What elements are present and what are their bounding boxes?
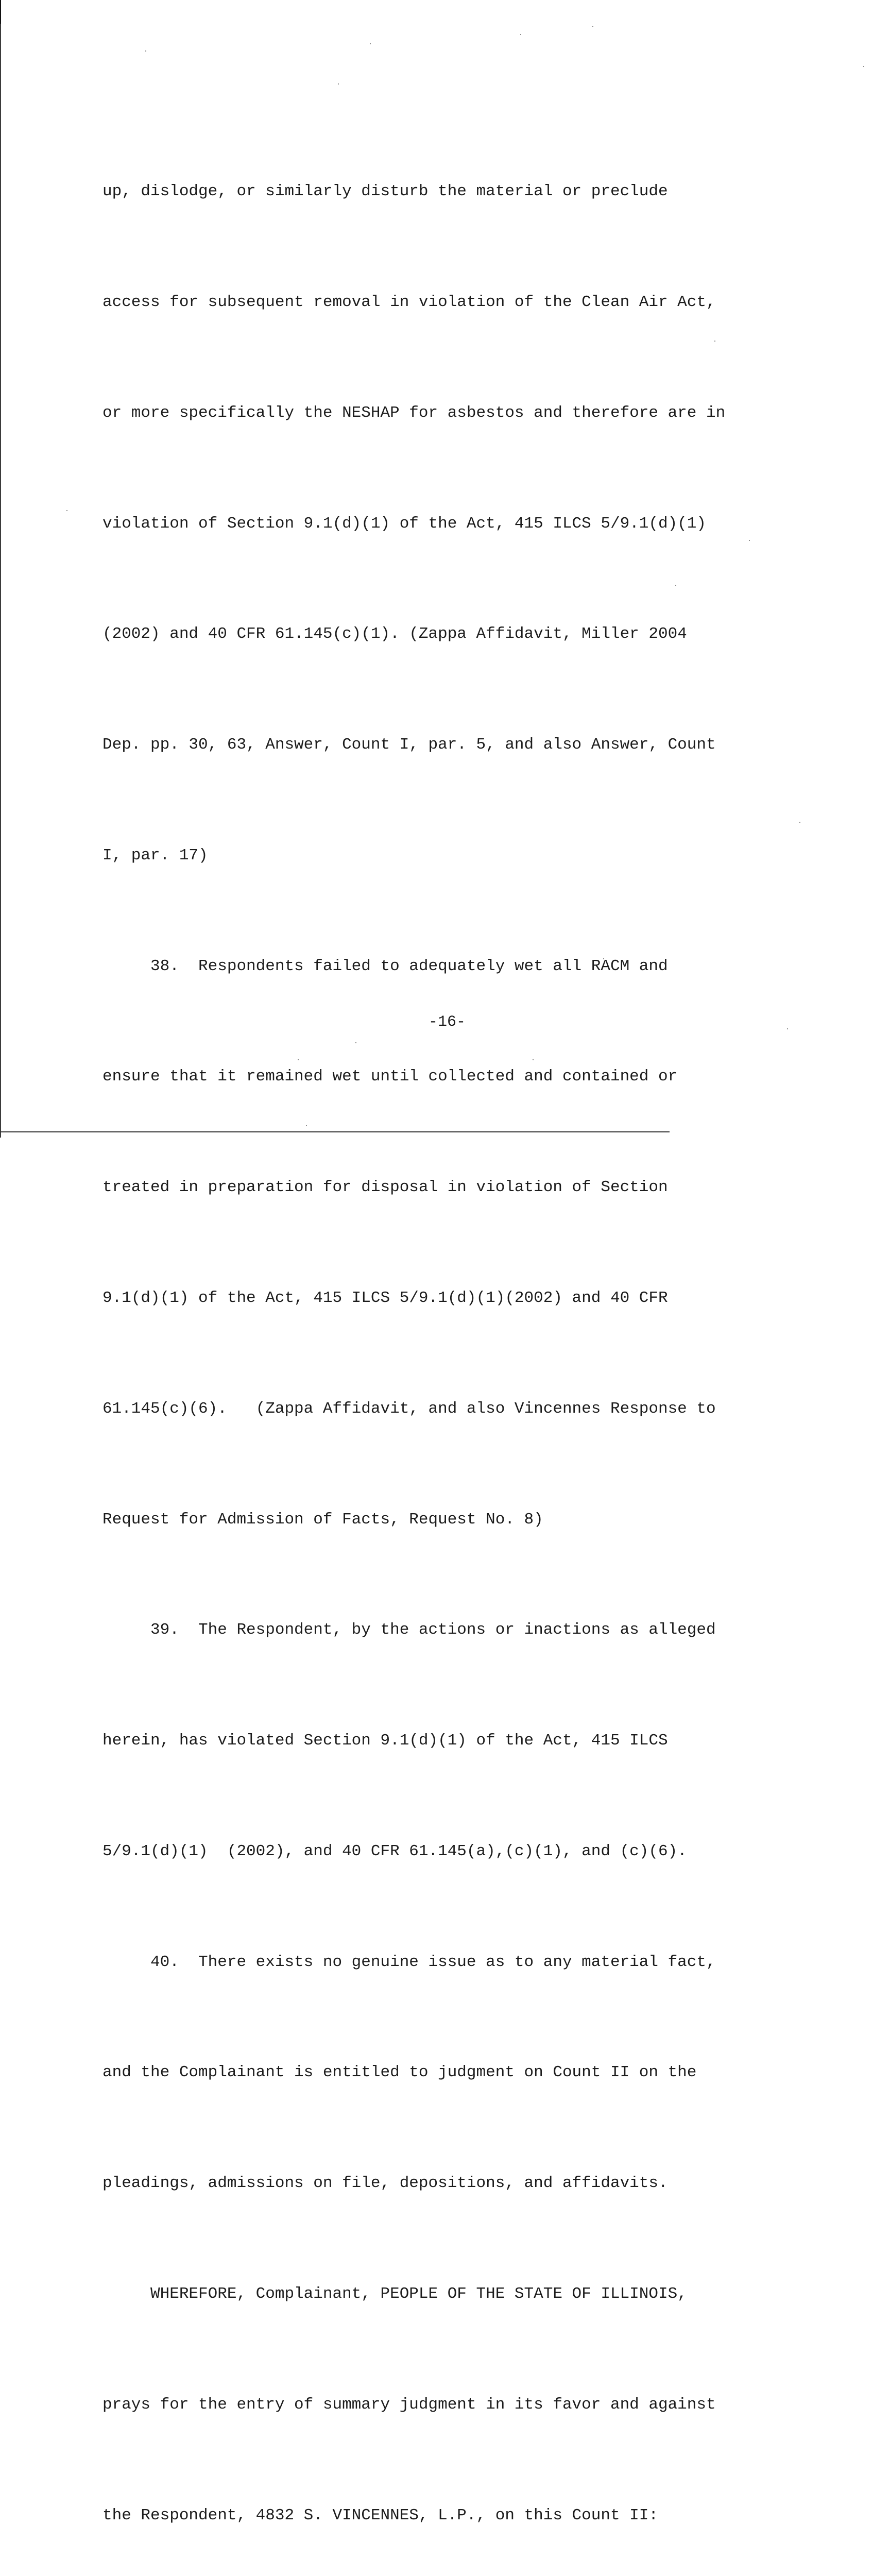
scan-speck bbox=[66, 510, 67, 511]
scan-speck bbox=[370, 43, 371, 44]
scan-speck bbox=[863, 66, 864, 67]
text-line: Request for Admission of Facts, Request No. 8) bbox=[102, 1510, 543, 1529]
text-line: herein, has violated Section 9.1(d)(1) of the Act, 415 ILCS bbox=[102, 1732, 668, 1750]
text-line: the Respondent, 4832 S. VINCENNES, L.P., on this Count II: bbox=[102, 2506, 658, 2524]
text-line: or more specifically the NESHAP for asbestos and therefore are in bbox=[102, 403, 726, 422]
text-line: (2002) and 40 CFR 61.145(c)(1). (Zappa Affidavit, Miller 2004 bbox=[102, 625, 687, 643]
text-line: Dep. pp. 30, 63, Answer, Count I, par. 5, and also Answer, Count bbox=[102, 736, 716, 754]
scan-speck bbox=[520, 34, 521, 35]
text-line: ensure that it remained wet until collected and contained or bbox=[102, 1067, 678, 1086]
text-line: pleadings, admissions on file, depositions, and affidavits. bbox=[102, 2174, 668, 2193]
text-line: violation of Section 9.1(d)(1) of the Act, 415 ILCS 5/9.1(d)(1) bbox=[102, 514, 706, 533]
scan-speck bbox=[592, 26, 593, 27]
document-body bbox=[102, 99, 793, 2576]
text-line: 9.1(d)(1) of the Act, 415 ILCS 5/9.1(d)(1)(2002) and 40 CFR bbox=[102, 1289, 668, 1307]
text-line: and the Complainant is entitled to judgment on Count II on the bbox=[102, 2063, 697, 2082]
text-line: 5/9.1(d)(1) (2002), and 40 CFR 61.145(a),(c)(1), and (c)(6). bbox=[102, 1842, 687, 1860]
paragraph-40-start: 40. There exists no genuine issue as to any material fact, bbox=[102, 1953, 716, 1971]
scan-speck bbox=[799, 822, 800, 823]
text-line: prays for the entry of summary judgment in its favor and against bbox=[102, 2395, 716, 2414]
scan-speck bbox=[338, 83, 339, 84]
paragraph-39-start: 39. The Respondent, by the actions or inactions as alleged bbox=[102, 1621, 716, 1639]
text-line: access for subsequent removal in violation of the Clean Air Act, bbox=[102, 293, 716, 311]
scan-left-edge bbox=[0, 0, 1, 1138]
paragraph-38-start: 38. Respondents failed to adequately wet all RACM and bbox=[102, 957, 668, 975]
scan-left-edge-top bbox=[0, 0, 1, 24]
text-line: treated in preparation for disposal in violation of Section bbox=[102, 1178, 668, 1197]
text-line: 61.145(c)(6). (Zappa Affidavit, and also Vincennes Response to bbox=[102, 1399, 716, 1418]
text-line: I, par. 17) bbox=[102, 846, 208, 865]
page-number: -16- bbox=[428, 1013, 466, 1031]
scan-speck bbox=[145, 50, 146, 52]
text-line: up, dislodge, or similarly disturb the material or preclude bbox=[102, 182, 668, 201]
wherefore-paragraph-start: WHEREFORE, Complainant, PEOPLE OF THE STATE OF ILLINOIS, bbox=[102, 2285, 687, 2303]
